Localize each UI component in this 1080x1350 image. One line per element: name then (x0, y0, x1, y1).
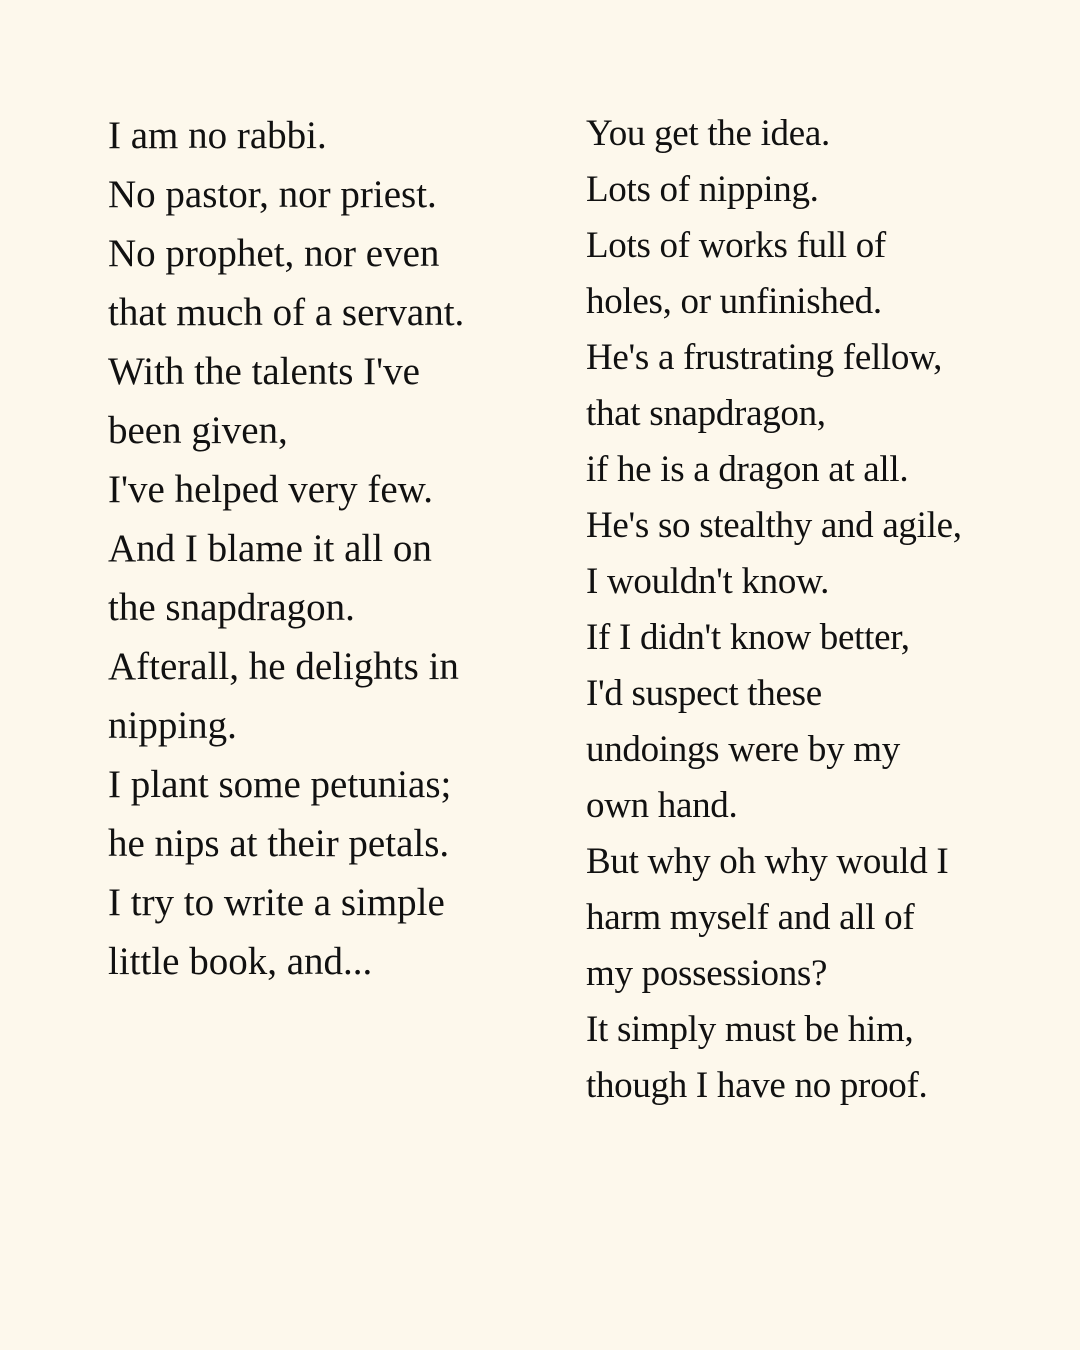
poem-line: And I blame it all on (108, 527, 432, 570)
poem-line: But why oh why would I (586, 841, 949, 882)
poem-line: though I have no proof. (586, 1065, 928, 1106)
poem-line: I try to write a simple (108, 881, 445, 924)
poem-line: I wouldn't know. (586, 561, 830, 602)
poem-line: my possessions? (586, 953, 828, 994)
poem-line: if he is a dragon at all. (586, 449, 909, 490)
poem-line: the snapdragon. (108, 586, 355, 629)
poem-line: harm myself and all of (586, 897, 915, 938)
poem-line: I am no rabbi. (108, 114, 327, 157)
poem-line: Afterall, he delights in (108, 645, 459, 688)
poem-line: If I didn't know better, (586, 617, 910, 658)
poem-line: It simply must be him, (586, 1009, 914, 1050)
poem-line: No prophet, nor even (108, 232, 440, 275)
poem-line: little book, and... (108, 940, 373, 983)
poem-left-column (108, 106, 548, 991)
poem-line: own hand. (586, 785, 738, 826)
poem-line: Lots of nipping. (586, 169, 819, 210)
poem-line: that snapdragon, (586, 393, 826, 434)
poem-line: I've helped very few. (108, 468, 434, 511)
poem-line: nipping. (108, 704, 237, 747)
poem-line: You get the idea. (586, 113, 830, 154)
poem-line: he nips at their petals. (108, 822, 450, 865)
poem-line: been given, (108, 409, 288, 452)
poem-line: that much of a servant. (108, 291, 465, 334)
poem-line: No pastor, nor priest. (108, 173, 437, 216)
poem-line: I plant some petunias; (108, 763, 452, 806)
poem-line: With the talents I've (108, 350, 420, 393)
poem-line: I'd suspect these (586, 673, 822, 714)
poem-line: He's a frustrating fellow, (586, 337, 943, 378)
poem-line: Lots of works full of (586, 225, 886, 266)
poem-line: undoings were by my (586, 729, 900, 770)
poem-right-column (586, 106, 1046, 1114)
poem-line: holes, or unfinished. (586, 281, 882, 322)
poem-line: He's so stealthy and agile, (586, 505, 962, 546)
